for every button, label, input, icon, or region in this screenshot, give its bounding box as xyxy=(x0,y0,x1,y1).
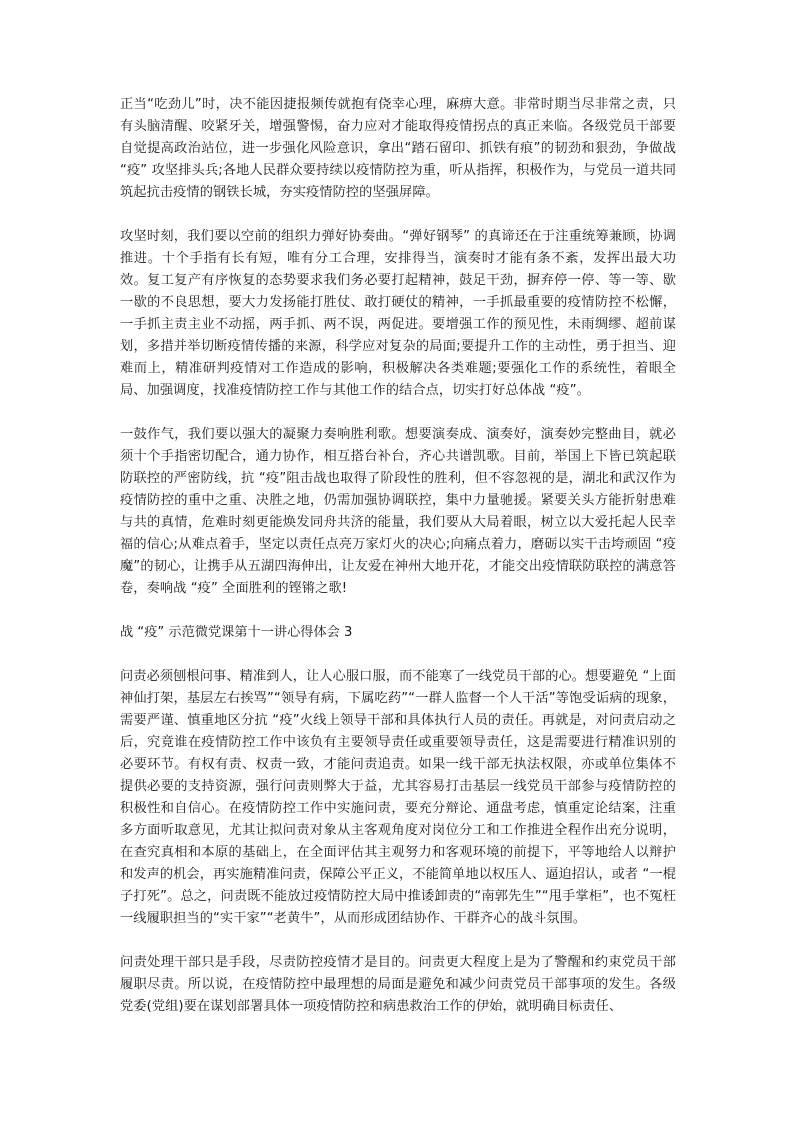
paragraph-vigilance: 正当“吃劲儿”时，决不能因捷报频传就抱有侥幸心理，麻痹大意。非常时期当尽非常之责，只有头脑清醒、咬紧牙关，增强警惕，奋力应对才能取得疫情拐点的真正来临。各级党员干部要自觉提高政治站位，进一步强化风险意识，拿出“踏石留印、抓铁有痕”的韧劲和狠劲，争做战 “疫” 攻坚排头兵;各地人民群众要持续以疫情防控为重，听从指挥，积极作为，与党员一道共同筑起抗击疫情的钢铁长城，夯实疫情防控的坚强屏障。 xyxy=(120,97,676,200)
paragraph-responsibility: 问责处理干部只是手段，尽责防控疫情才是目的。问责更大程度上是为了警醒和约束党员干部履职尽责。所以说，在疫情防控中最理想的局面是避免和减少问责党员干部事项的发生。各级党委(党组)要在谋划部署具体一项疫情防控和病患救治工作的伊始，就明确目标责任、 xyxy=(120,955,676,1014)
paragraph-coordination: 攻坚时刻，我们要以空前的组织力弹好协奏曲。“弹好钢琴” 的真谛还在于注重统筹兼顾，协调推进。十个手指有长有短，唯有分工合理，安排得当，演奏时才能有条不紊，发挥出最大功效。复工复产有序恢复的态势要求我们务必要打起精神，鼓足干劲，摒弃停一停、等一等、歇一歇的不良思想，要大力发扬能打胜仗、敢打硬仗的精神，一手抓最重要的疫情防控不松懈，一手抓主责主业不动摇，两手抓、两不误，两促进。要增强工作的预见性，未雨绸缪、超前谋划，多措并举切断疫情传播的来源，科学应对复杂的局面;要提升工作的主动性，勇于担当、迎难而上，精准研判疫情对工作造成的影响，积极解决各类难题;要强化工作的系统性，着眼全局、加强调度，找准疫情防控工作与其他工作的结合点，切实打好总体战 “疫”。 xyxy=(120,229,676,398)
section-heading: 战 “疫” 示范微党课第十一讲心得体会 3 xyxy=(120,625,353,640)
paragraph-cohesion: 一鼓作气，我们要以强大的凝聚力奏响胜利歌。想要演奏成、演奏好，演奏妙完整曲目，就必须十个手指密切配合，通力协作，相互搭台补台，齐心共谱凯歌。目前，举国上下皆已筑起联防联控的严密防线，抗 “疫”阻击战也取得了阶段性的胜利，但不容忽视的是，湖北和武汉作为疫情防控的重中之重、决胜之地，仍需加强协调联控，集中力量驰援。紧要关头方能折射患难与共的真情，危难时刻更能焕发同舟共济的能量，我们要从大局着眼，树立以大爱托起人民幸福的信心;从难点着手，坚定以责任点亮万家灯火的决心;向痛点着力，磨砺以实干击垮顽固 “疫魔”的韧心，让携手从五湖四海伸出，让友爱在神州大地开花，才能交出疫情联防联控的满意答卷，奏响战 “疫” 全面胜利的铿锵之歌! xyxy=(120,427,676,596)
document-body xyxy=(120,94,676,1018)
paragraph-accountability: 问责必须刨根问事、精准到人，让人心服口服，而不能寒了一线党员干部的心。想要避免 “上面神仙打架，基层左右挨骂”“领导有病，下属吃药”“一群人监督一个人干活”等饱受诟病的现象，需要严谨、慎重地区分抗 “疫”火线上领导干部和具体执行人员的责任。再就是，对问责启动之后，究竟谁在疫情防控工作中该负有主要领导责任或重要领导责任，这是需要进行精准识别的必要环节。有权有责、权责一致，才能问责追责。如果一线干部无执法权限，亦或单位集体不提供必要的支持资源，强行问责则弊大于益，尤其容易打击基层一线党员干部参与疫情防控的积极性和自信心。在疫情防控工作中实施问责，要充分辩论、通盘考虑，慎重定论结案，注重多方面听取意见，尤其让拟问责对象从主客观角度对岗位分工和工作推进全程作出充分说明，在查究真相和本原的基础上，在全面评估其主观努力和客观环境的前提下，平等地给人以辩护和发声的机会，再实施精准问责，保障公平正义，不能简单地以权压人、逼迫招认，或者 “一棍子打死”。总之，问责既不能放过疫情防控大局中推诿卸责的“南郭先生”“甩手掌柜”，也不冤枉一线履职担当的“实干家”“老黄牛”，从而形成团结协作、干群齐心的战斗氛围。 xyxy=(120,669,677,926)
